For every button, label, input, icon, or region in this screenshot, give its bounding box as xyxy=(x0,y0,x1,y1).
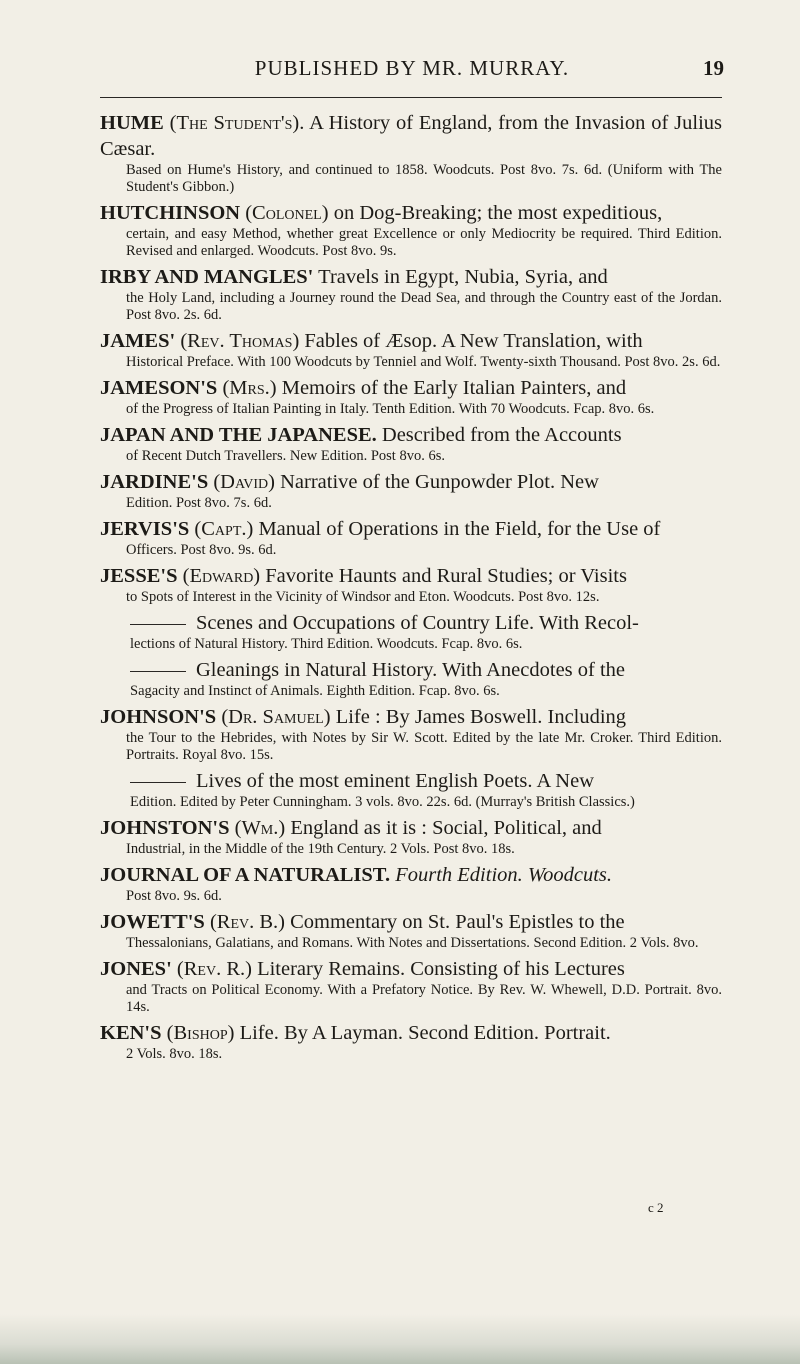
entry-author: JAMESON'S xyxy=(100,377,218,399)
catalogue-entry xyxy=(100,768,722,811)
catalogue-entry xyxy=(100,610,722,653)
entry-subject: (Bishop) xyxy=(166,1022,235,1044)
catalogue-entry xyxy=(100,264,722,324)
entry-subject: (Rev. Thomas) xyxy=(180,330,300,352)
catalogue-entry xyxy=(100,657,722,700)
entry-subject: (Mrs.) xyxy=(222,377,277,399)
entry-title: Narrative of the Gunpowder Plot. New xyxy=(280,471,599,493)
entry-detail: Edition. Edited by Peter Cunningham. 3 vols. 8vo. 22s. 6d. (Murray's British Classics.) xyxy=(130,794,635,810)
entry-detail: the Tour to the Hebrides, with Notes by Sir W. Scott. Edited by the late Mr. Croker. Third Edition. Portraits. Royal 8vo. 15s. xyxy=(126,730,722,763)
entry-subject: (Edward) xyxy=(182,565,261,587)
entry-author: JOWETT'S xyxy=(100,911,205,933)
entry-title: on Dog-Breaking; the most expeditious, xyxy=(333,202,663,224)
entry-detail: of the Progress of Italian Painting in Italy. Tenth Edition. With 70 Woodcuts. Fcap. 8vo. 6s. xyxy=(126,401,655,417)
entry-subject: (Capt.) xyxy=(194,518,254,540)
entry-author: JOURNAL OF A NATURALIST. xyxy=(100,864,391,886)
ditto-dash xyxy=(130,782,186,783)
catalogue-entry xyxy=(100,110,722,196)
ditto-dash xyxy=(130,624,186,625)
entry-author: JONES' xyxy=(100,958,172,980)
entry-title: Fourth Edition. Woodcuts. xyxy=(395,864,612,886)
entry-detail: Officers. Post 8vo. 9s. 6d. xyxy=(126,542,277,558)
catalogue-entry xyxy=(100,909,722,952)
entry-author: JAPAN AND THE JAPANESE. xyxy=(100,424,377,446)
entry-subject: (Rev. B.) xyxy=(209,911,285,933)
entry-subject: (Rev. R.) xyxy=(176,958,252,980)
entry-author: KEN'S xyxy=(100,1022,162,1044)
signature-mark: c 2 xyxy=(648,1200,664,1215)
header-rule xyxy=(100,97,722,98)
entry-author: JESSE'S xyxy=(100,565,178,587)
entry-detail: Based on Hume's History, and continued to 1858. Woodcuts. Post 8vo. 7s. 6d. (Uniform with The Student's Gibbon.) xyxy=(126,162,722,195)
running-head: PUBLISHED BY MR. MURRAY. xyxy=(254,56,570,80)
entry-title: Scenes and Occupations of Country Life. With Recol- xyxy=(196,612,639,634)
catalogue-entry xyxy=(100,516,722,559)
entry-title: Described from the Accounts xyxy=(381,424,622,446)
entry-title: Gleanings in Natural History. With Anecdotes of the xyxy=(196,659,626,681)
entry-detail: to Spots of Interest in the Vicinity of Windsor and Eton. Woodcuts. Post 8vo. 12s. xyxy=(126,589,600,605)
catalogue-entry xyxy=(100,328,722,371)
catalogue-entry xyxy=(100,563,722,606)
page-bottom-edge xyxy=(0,1314,800,1364)
entry-title: Manual of Operations in the Field, for the Use of xyxy=(258,518,661,540)
entry-detail: Historical Preface. With 100 Woodcuts by Tenniel and Wolf. Twenty-sixth Thousand. Post 8vo. 2s. 6d. xyxy=(126,354,721,370)
catalogue-entry xyxy=(100,1020,722,1063)
entry-title: Fables of Æsop. A New Translation, with xyxy=(304,330,643,352)
entry-title: Lives of the most eminent English Poets. A New xyxy=(196,770,595,792)
entry-detail: of Recent Dutch Travellers. New Edition. Post 8vo. 6s. xyxy=(126,448,445,464)
entry-title: Favorite Haunts and Rural Studies; or Visits xyxy=(265,565,627,587)
entry-detail: Post 8vo. 9s. 6d. xyxy=(126,888,222,904)
entry-subject: (Wm.) xyxy=(234,817,286,839)
entry-author: JOHNSTON'S xyxy=(100,817,230,839)
page-number: 19 xyxy=(703,56,724,80)
entry-title: Commentary on St. Paul's Epistles to the xyxy=(290,911,625,933)
entry-title: Literary Remains. Consisting of his Lectures xyxy=(257,958,625,980)
entry-author: HUTCHINSON xyxy=(100,202,241,224)
entry-title: England as it is : Social, Political, and xyxy=(290,817,602,839)
entry-title: Memoirs of the Early Italian Painters, and xyxy=(281,377,627,399)
entry-detail: lections of Natural History. Third Edition. Woodcuts. Fcap. 8vo. 6s. xyxy=(130,636,523,652)
entry-author: JARDINE'S xyxy=(100,471,209,493)
entry-detail: and Tracts on Political Economy. With a Prefatory Notice. By Rev. W. Whewell, D.D. Portrait. 8vo. 14s. xyxy=(126,982,722,1015)
entry-detail: 2 Vols. 8vo. 18s. xyxy=(126,1046,223,1062)
entry-author: JERVIS'S xyxy=(100,518,190,540)
entry-detail: certain, and easy Method, whether great Excellence or only Mediocrity be required. Third Edition. Revised and enlarged. Woodcuts. Post 8vo. 9s. xyxy=(126,226,722,259)
entry-subject: (Colonel) xyxy=(245,202,329,224)
entry-detail: the Holy Land, including a Journey round the Dead Sea, and through the Country east of the Jordan. Post 8vo. 2s. 6d. xyxy=(126,290,722,323)
catalogue-entry xyxy=(100,956,722,1016)
entry-detail: Industrial, in the Middle of the 19th Century. 2 Vols. Post 8vo. 18s. xyxy=(126,841,515,857)
catalogue-entry xyxy=(100,862,722,905)
page-header xyxy=(100,54,724,94)
entry-subject: (The Student's). xyxy=(169,112,305,134)
entry-subject: (Dr. Samuel) xyxy=(221,706,331,728)
entry-author: JOHNSON'S xyxy=(100,706,217,728)
entry-title: Travels in Egypt, Nubia, Syria, and xyxy=(318,266,608,288)
entry-subject: (David) xyxy=(213,471,275,493)
catalogue-entries xyxy=(100,110,722,1067)
catalogue-entry xyxy=(100,375,722,418)
entry-title: A History of England, from the Invasion of Julius Cæsar. xyxy=(100,112,722,160)
entry-detail: Thessalonians, Galatians, and Romans. With Notes and Dissertations. Second Edition. 2 Vols. 8vo. xyxy=(126,935,699,951)
entry-detail: Edition. Post 8vo. 7s. 6d. xyxy=(126,495,272,511)
entry-author: JAMES' xyxy=(100,330,176,352)
entry-title: Life : By James Boswell. Including xyxy=(335,706,627,728)
catalogue-entry xyxy=(100,200,722,260)
entry-detail: Sagacity and Instinct of Animals. Eighth Edition. Fcap. 8vo. 6s. xyxy=(130,683,500,699)
catalogue-entry xyxy=(100,704,722,764)
entry-title: Life. By A Layman. Second Edition. Portrait. xyxy=(239,1022,611,1044)
entry-author: HUME xyxy=(100,112,164,134)
catalogue-entry xyxy=(100,422,722,465)
ditto-dash xyxy=(130,671,186,672)
entry-author: IRBY AND MANGLES' xyxy=(100,266,314,288)
catalogue-entry xyxy=(100,469,722,512)
catalogue-entry xyxy=(100,815,722,858)
